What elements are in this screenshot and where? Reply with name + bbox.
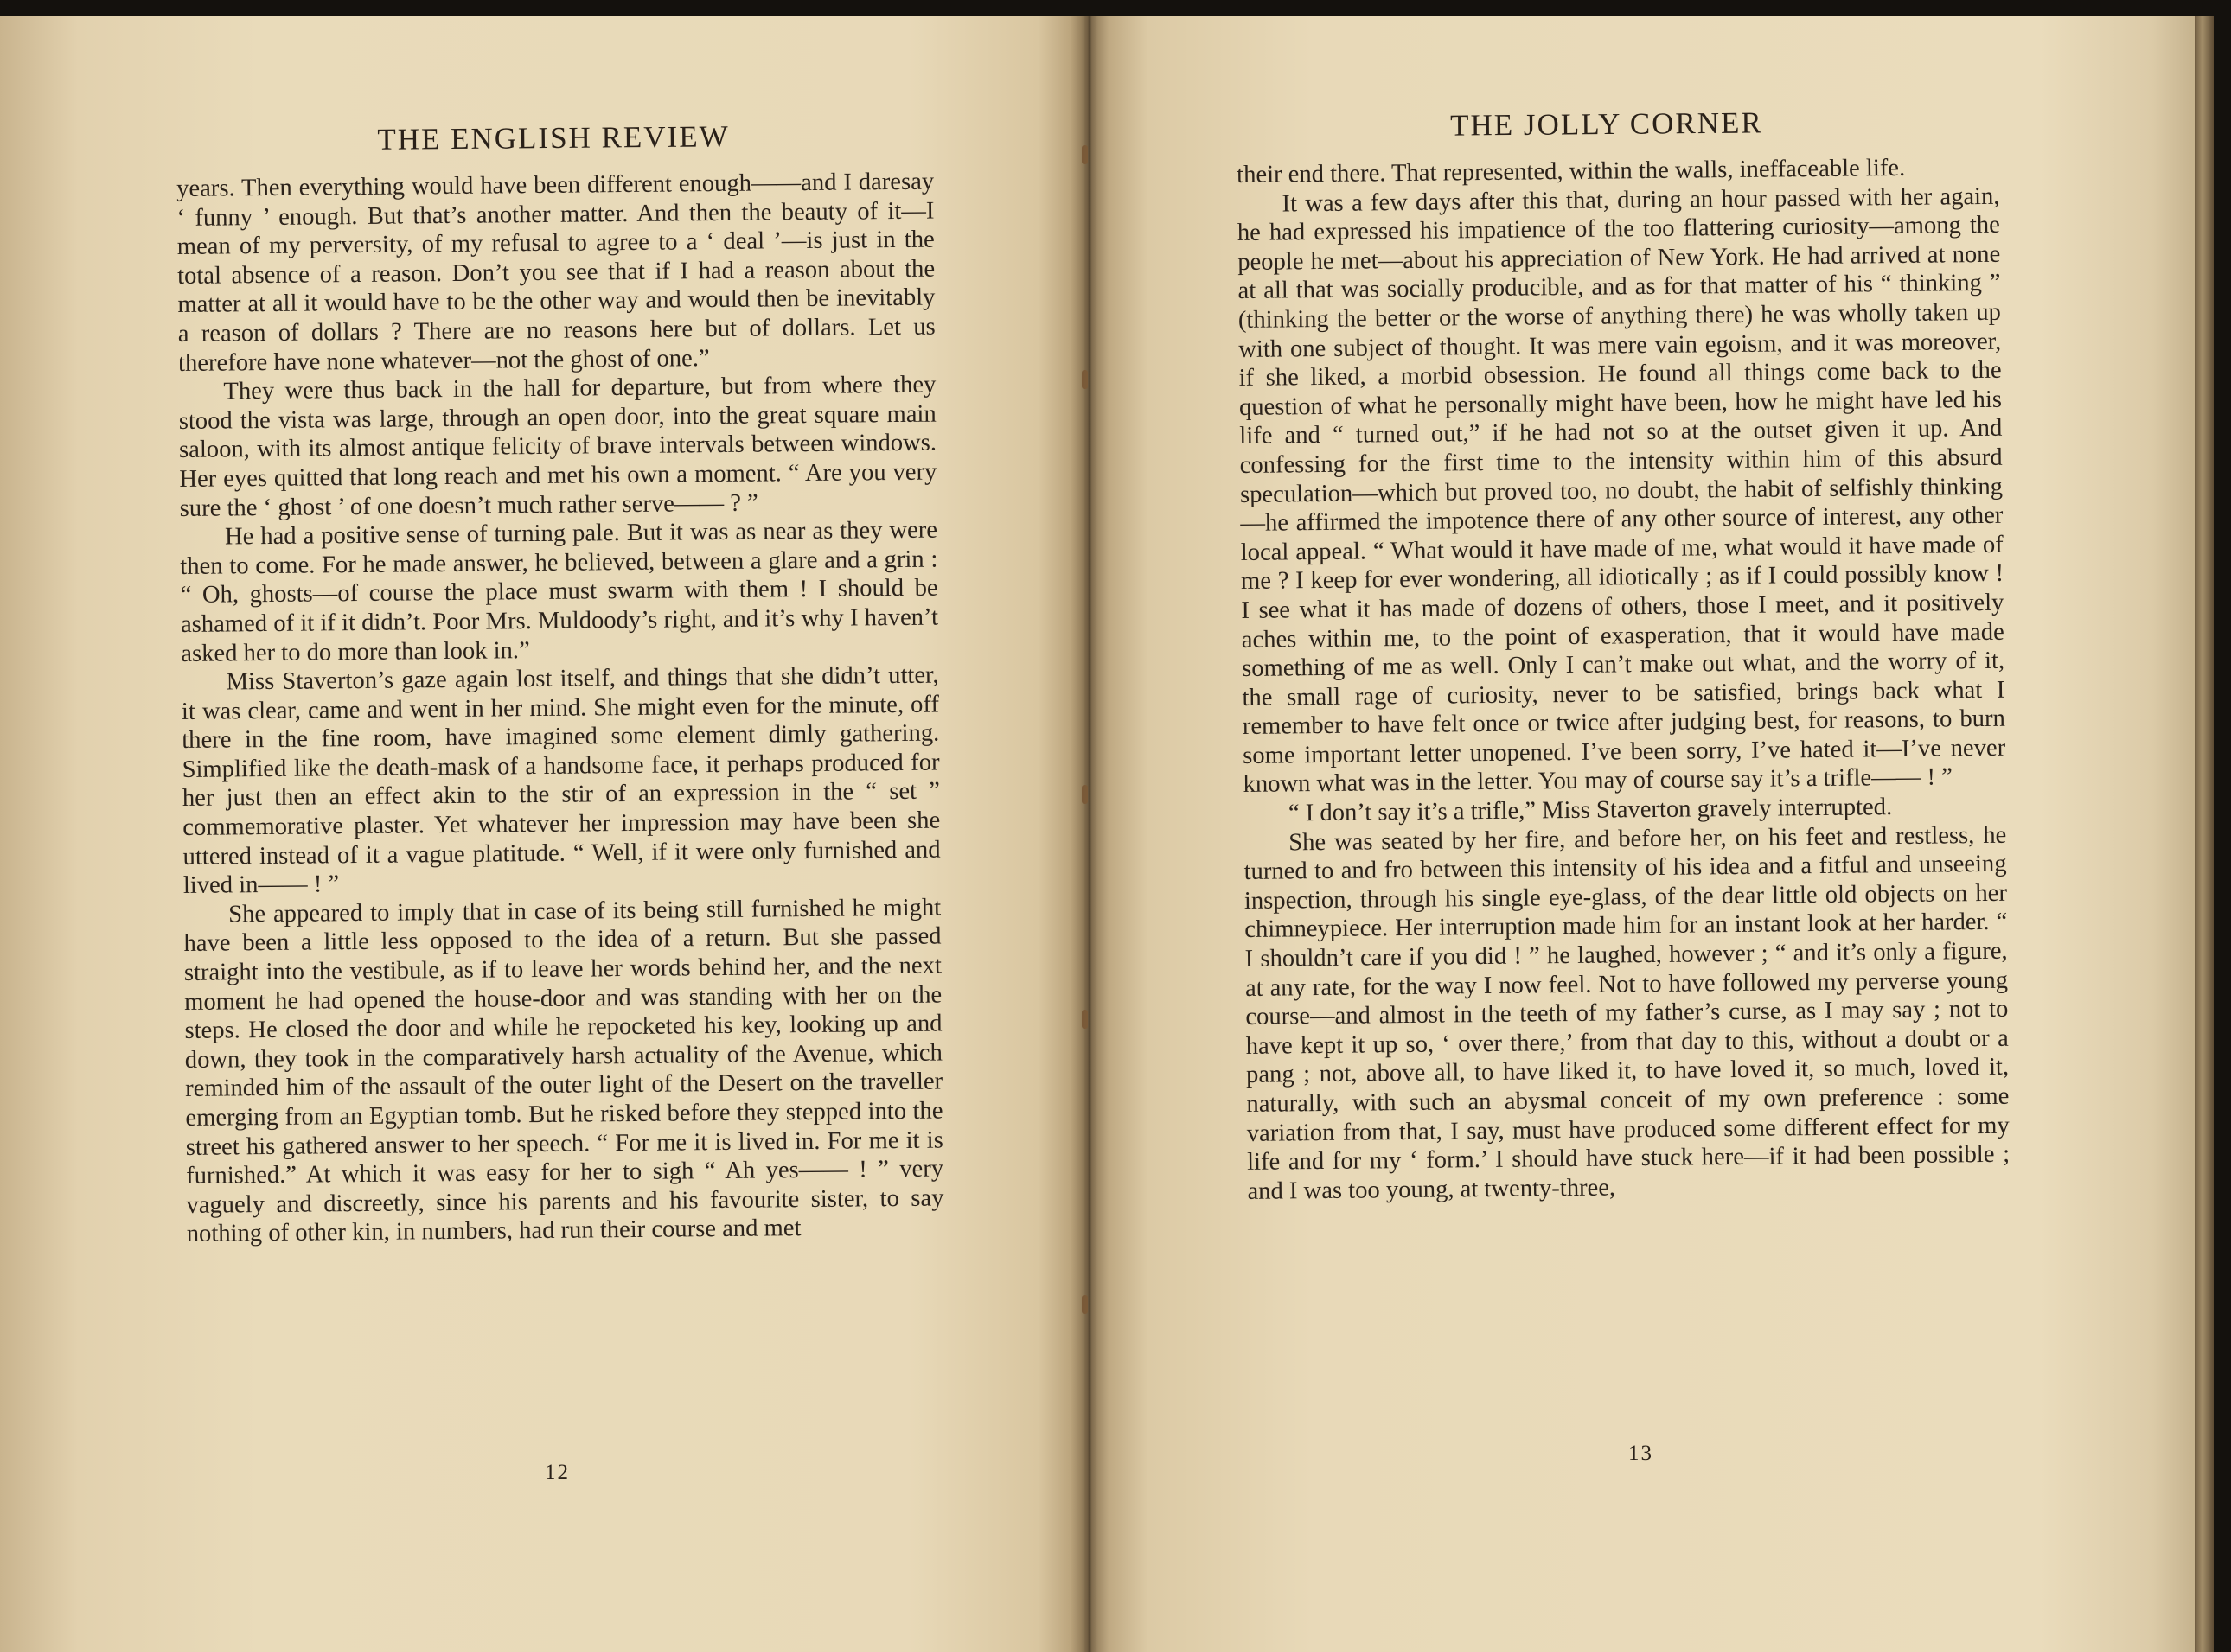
page-edge	[2195, 16, 2214, 1652]
binding-thread-mark	[1082, 1010, 1088, 1029]
right-paragraph-2: It was a few days after this that, during an hour passed with her again, he had expressed his impatience of the too flattering curiosity—among the people he met—about his appreciation of New York. He had arrived at none at all that was socially producible, and as for that matter of his “ thinking ” (thinking the better or the worse of anything there) he was wholly taken up with one subject of thought. It was mere vain egoism, and it was moreover, if she liked, a morbid obsession. He found all things come back to the question of what he personally might have been, how he might have led his life and “ turned out,” if he had not so at the outset given it up. And confessing for the first time to the intensity within him of this absurd speculation—which but proved too, no doubt, the habit of selfishly thinking—he affirmed the impotence there of any other source of interest, any other local appeal. “ What would it have made of me, what would it have made of me ? I keep for ever wondering, all idiotically ; as if I could possibly know ! I see what it has made of dozens of others, those I meet, and it positively aches within me, to the point of exasperation, that it would have made something of me as well. Only I can’t make out what, and the worry of it, the small rage of curiosity, never to be satisfied, brings back what I remember to have felt once or twice after judging best, for reasons, to burn some important letter unopened. I’ve been sorry, I’ve hated it—I’ve never known what was in the letter. You may of course say it’s a trifle—— ! ”	[1237, 182, 2006, 799]
right-page-text	[1237, 153, 2010, 1207]
binding-thread-mark	[1082, 145, 1088, 164]
left-paragraph-5: She appeared to imply that in case of its being still furnished he might have been a little less opposed to the idea of a return. But she passed straight into the vestibule, as if to leave her words behind her, and the next moment he had opened the house-door and was standing with her on the steps. He closed the door and while he repocketed his key, looking up and down, they took in the comparatively harsh actuality of the Avenue, which reminded him of the assault of the outer light of the Desert on the traveller emerging from an Egyptian tomb. But he risked before they stepped into the street his gathered answer to her speech. “ For me it is lived in. For me it is furnished.” At which it was easy for her to sigh “ Ah yes—— ! ” very vaguely and discreetly, since his parents and his favourite sister, to say nothing of other kin, in numbers, had run their course and met	[183, 894, 944, 1248]
binding-thread-mark	[1082, 785, 1088, 804]
left-page-number: 12	[545, 1461, 570, 1484]
left-paragraph-3: He had a positive sense of turning pale. But it was as near as they were then to come. For he made answer, he believed, between a glare and a grin : “ Oh, ghosts—of course the place must swarm with them ! I should be ashamed of it if it didn’t. Poor Mrs. Muldoody’s right, and it’s why I haven’t asked her to do more than look in.”	[180, 516, 939, 667]
binding-thread-mark	[1082, 1295, 1088, 1314]
left-paragraph-2: They were thus back in the hall for departure, but from where they stood the vista was large, through an open door, into the great square main saloon, with its almost antique felicity of brave intervals between windows. Her eyes quitted that long reach and met his own a moment. “ Are you very sure the ‘ ghost ’ of one doesn’t much rather serve—— ? ”	[178, 371, 937, 522]
right-page	[1088, 16, 2214, 1652]
right-running-head: THE JOLLY CORNER	[1450, 105, 1763, 143]
left-page	[0, 16, 1088, 1652]
left-page-text	[176, 168, 944, 1249]
left-running-head: THE ENGLISH REVIEW	[377, 119, 730, 156]
right-paragraph-3: “ I don’t say it’s a trifle,” Miss Staverton gravely interrupted.	[1288, 794, 1893, 827]
right-paragraph-1: their end there. That represented, within the walls, ineffaceable life.	[1237, 154, 1906, 188]
left-paragraph-1: years. Then everything would have been different enough——and I daresay ‘ funny ’ enough. But that’s another matter. And then the beauty of it—I mean of my perversity, of my refusal to agree to a ‘ deal ’—is just in the total absence of a reason. Don’t you see that if I had a reason about the matter at all it would have to be the other way and would then be inevitably a reason of dollars ? There are no reasons here but of dollars. Let us therefore have none whatever—not the ghost of one.”	[176, 168, 936, 377]
open-book-spread	[0, 16, 2214, 1652]
right-page-number: 13	[1628, 1442, 1653, 1465]
binding-thread-mark	[1082, 370, 1088, 389]
book-gutter	[1071, 16, 1109, 1652]
left-paragraph-4: Miss Staverton’s gaze again lost itself, and things that she didn’t utter, it was clear, came and went in her mind. She might even for the minute, off there in the fine room, have imagined some element dimly gathering. Simplified like the death-mask of a handsome face, it perhaps produced for her just then an effect akin to the stir of an expression in the “ set ” commemorative plaster. Yet whatever her impression may have been she uttered instead of it a vague platitude. “ Well, if it were only furnished and lived in—— ! ”	[181, 661, 941, 900]
right-paragraph-4: She was seated by her fire, and before her, on his feet and restless, he turned to and fro between this intensity of his idea and a fitful and unseeing inspection, through his single eye-glass, of the dear little old objects on her chimneypiece. Her interruption made him for an instant look at her harder. “ I shouldn’t care if you did ! ” he laughed, however ; “ and it’s only a figure, at any rate, for the way I now feel. Not to have followed my perverse young course—and almost in the teeth of my father’s curse, as I may say ; not to have kept it up so, ‘ over there,’ from that day to this, without a doubt or a pang ; not, above all, to have liked it, to have loved it, so much, loved it, naturally, with such an abysmal conceit of my own preference : some variation from that, I say, must have produced some different effect for my life and for my ‘ form.’ I should have stuck here—if it had been possible ; and I was too young, at twenty-three,	[1243, 821, 2010, 1205]
